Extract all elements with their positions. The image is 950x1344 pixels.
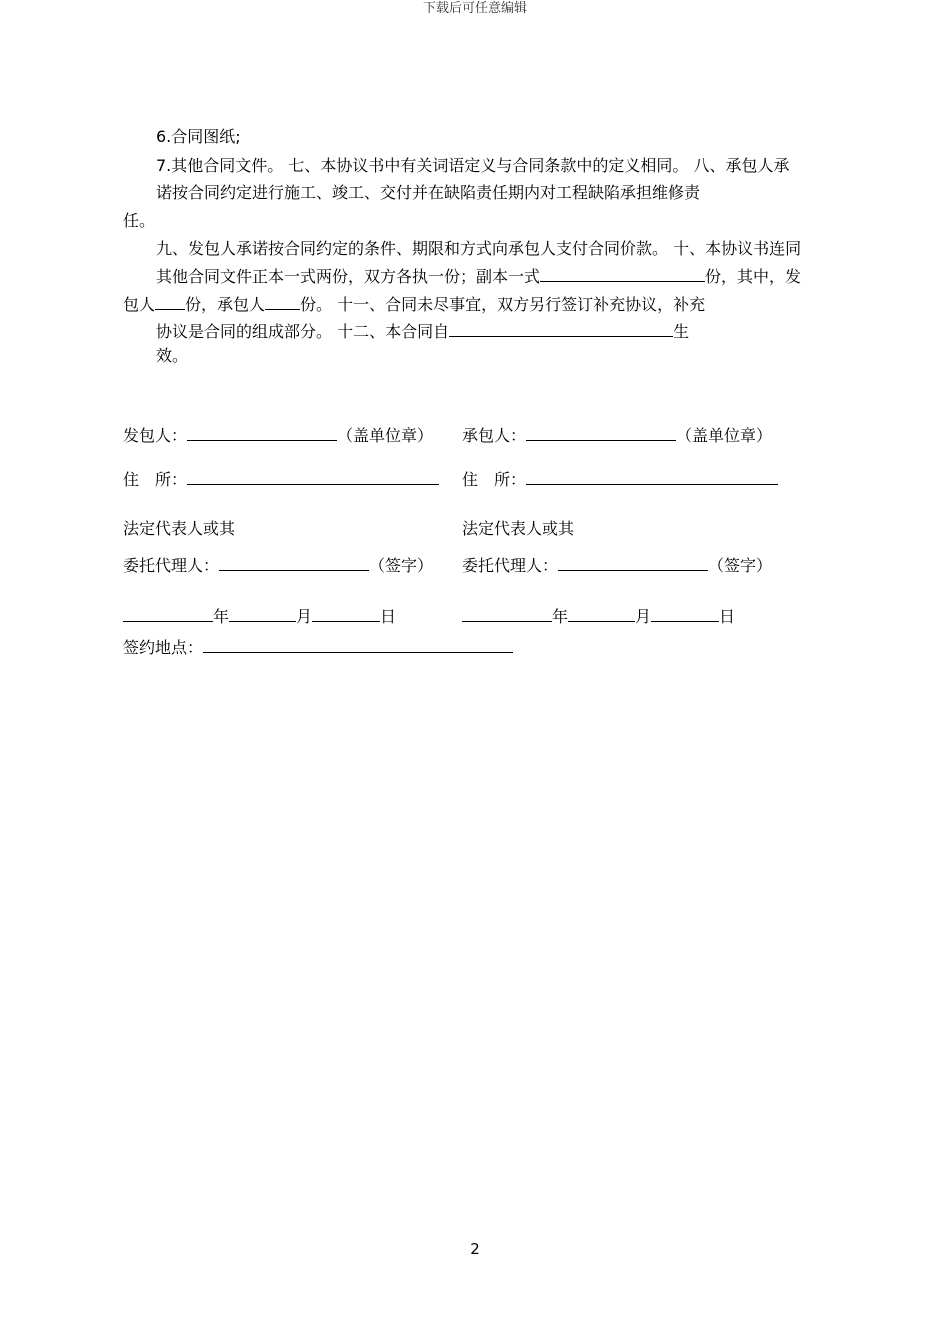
day-label: 日 <box>719 607 736 626</box>
employer-month-field[interactable] <box>229 605 296 622</box>
signing-place-row <box>123 636 513 659</box>
contractor-row <box>462 424 772 447</box>
month-label: 月 <box>635 607 652 626</box>
employer-name-field[interactable] <box>187 424 337 441</box>
employer-label: 发包人： <box>123 426 188 445</box>
employer-rep-label-2: 委托代理人： <box>123 556 220 575</box>
employer-address-row <box>123 468 439 491</box>
page-number: 2 <box>470 1240 480 1258</box>
clause-line-3: 诺按合同约定进行施工、竣工、交付并在缺陷责任期内对工程缺陷承担维修责 <box>156 183 701 202</box>
contractor-month-field[interactable] <box>568 605 635 622</box>
clause-line-5: 九、发包人承诺按合同约定的条件、期限和方式向承包人支付合同价款。 十、本协议书连同 <box>156 239 802 258</box>
contractor-address-field[interactable] <box>526 468 778 485</box>
month-label: 月 <box>296 607 313 626</box>
employer-date-row <box>123 605 396 628</box>
employer-rep-field[interactable] <box>219 554 369 571</box>
signing-place-label: 签约地点： <box>123 638 204 657</box>
clause-line-6 <box>156 265 801 288</box>
contractor-rep-field[interactable] <box>558 554 708 571</box>
contractor-address-label: 住 所： <box>462 470 527 489</box>
employer-row <box>123 424 433 447</box>
employer-copies-blank[interactable] <box>155 293 185 310</box>
employer-seal-label: （盖单位章） <box>337 426 434 445</box>
clause-text: 份，其中，发 <box>705 267 802 286</box>
clause-text: 其他合同文件正本一式两份，双方各执一份；副本一式 <box>156 267 541 286</box>
clause-line-7 <box>123 293 705 316</box>
contractor-label: 承包人： <box>462 426 527 445</box>
page-header: 下载后可任意编辑 <box>422 1 527 16</box>
contractor-day-field[interactable] <box>651 605 719 622</box>
year-label: 年 <box>213 607 230 626</box>
clause-text: 协议是合同的组成部分。 十二、本合同自 <box>156 322 450 341</box>
employer-address-field[interactable] <box>187 468 439 485</box>
contractor-rep-label-1: 法定代表人或其 <box>462 519 575 538</box>
clause-line-4: 任。 <box>123 211 156 230</box>
employer-sign-label: （签字） <box>369 556 434 575</box>
clause-text: 包人 <box>123 295 156 314</box>
contractor-rep-label-2: 委托代理人： <box>462 556 559 575</box>
clause-line-9: 效。 <box>156 346 189 365</box>
employer-rep-label-1: 法定代表人或其 <box>123 519 236 538</box>
clause-line-1: 6.合同图纸; <box>156 127 241 146</box>
employer-address-label: 住 所： <box>123 470 188 489</box>
contractor-seal-label: （盖单位章） <box>676 426 773 445</box>
clause-line-8 <box>156 320 689 343</box>
day-label: 日 <box>380 607 397 626</box>
signing-place-field[interactable] <box>203 636 513 653</box>
clause-text: 生 <box>673 322 690 341</box>
employer-day-field[interactable] <box>312 605 380 622</box>
clause-text: 份。 十一、合同未尽事宜，双方另行签订补充协议，补充 <box>300 295 706 314</box>
contractor-name-field[interactable] <box>526 424 676 441</box>
clause-text: 份，承包人 <box>185 295 266 314</box>
contractor-year-field[interactable] <box>462 605 552 622</box>
contractor-date-row <box>462 605 735 628</box>
contractor-rep-row <box>462 554 772 577</box>
contractor-copies-blank[interactable] <box>265 293 300 310</box>
employer-year-field[interactable] <box>123 605 213 622</box>
copies-blank[interactable] <box>540 265 705 282</box>
year-label: 年 <box>552 607 569 626</box>
employer-rep-row <box>123 554 433 577</box>
contractor-sign-label: （签字） <box>708 556 773 575</box>
contractor-address-row <box>462 468 778 491</box>
clause-line-2: 7.其他合同文件。 七、本协议书中有关词语定义与合同条款中的定义相同。 八、承包人承 <box>156 156 790 175</box>
effective-date-blank[interactable] <box>449 320 673 337</box>
